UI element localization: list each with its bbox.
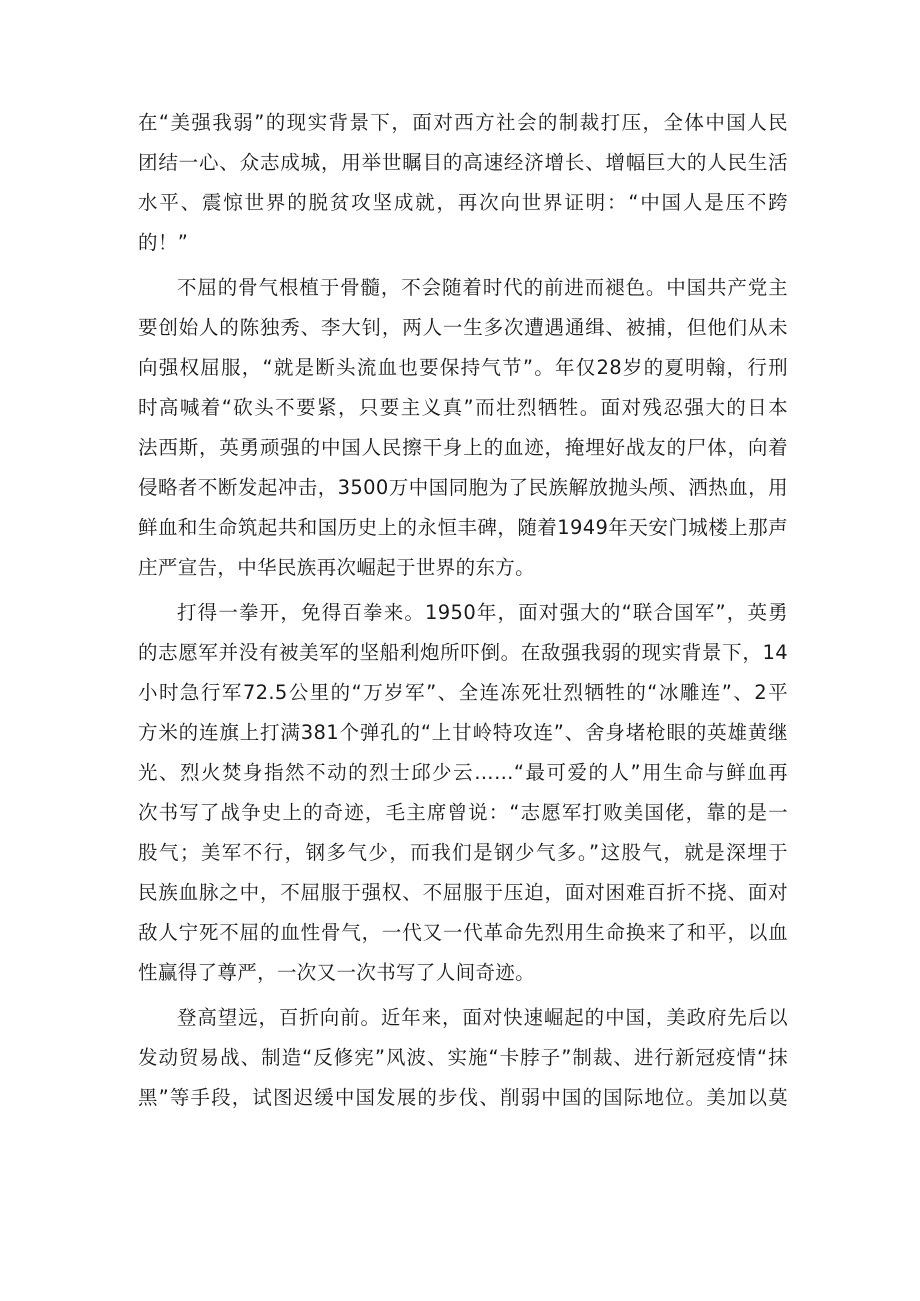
paragraph-4 [138, 998, 788, 1118]
document-body [138, 103, 788, 1118]
text-line: 要创始人的陈独秀、李大钊，两人一生多次遭遇通缉、被捕，但他们从未 [138, 316, 788, 339]
text-line: 方米的连旗上打满381个弹孔的“上甘岭特攻连”、舍身堵枪眼的英雄黄继 [138, 721, 788, 744]
text-line: 发动贸易战、制造“反修宪”风波、实施“卡脖子”制裁、进行新冠疫情“抹 [138, 1046, 788, 1069]
paragraph-3 [138, 593, 788, 993]
text-line: 打得一拳开，免得百拳来。1950年，面对强大的“联合国军”，英勇 [177, 601, 788, 624]
paragraph-1 [138, 103, 788, 263]
text-line: 不屈的骨气根植于骨髓，不会随着时代的前进而褪色。中国共产党主 [177, 276, 788, 299]
text-line: 登高望远，百折向前。近年来，面对快速崛起的中国，美政府先后以 [177, 1006, 788, 1029]
text-line: 小时急行军72.5公里的“万岁军”、全连冻死壮烈牺牲的“冰雕连”、2平 [138, 681, 788, 704]
text-line: 的！” [138, 231, 189, 254]
text-line: 侵略者不断发起冲击，3500万中国同胞为了民族解放抛头颅、洒热血，用 [138, 476, 788, 499]
text-line: 敌人宁死不屈的血性骨气，一代又一代革命先烈用生命换来了和平，以血 [138, 921, 788, 944]
text-line: 性赢得了尊严，一次又一次书写了人间奇迹。 [138, 961, 536, 984]
text-line: 团结一心、众志成城，用举世瞩目的高速经济增长、增幅巨大的人民生活 [138, 151, 788, 174]
text-line: 在“美强我弱”的现实背景下，面对西方社会的制裁打压，全体中国人民 [138, 111, 788, 134]
text-line: 次书写了战争史上的奇迹，毛主席曾说：“志愿军打败美国佬，靠的是一 [138, 801, 788, 824]
text-line: 股气；美军不行，钢多气少，而我们是钢少气多。”这股气，就是深埋于 [138, 841, 788, 864]
text-line: 光、烈火焚身指然不动的烈士邱少云……“最可爱的人”用生命与鲜血再 [138, 761, 788, 784]
text-line: 向强权屈服，“就是断头流血也要保持气节”。年仅28岁的夏明翰，行刑 [138, 356, 788, 379]
paragraph-2 [138, 268, 788, 588]
text-line: 庄严宣告，中华民族再次崛起于世界的东方。 [138, 556, 536, 579]
text-line: 水平、震惊世界的脱贫攻坚成就，再次向世界证明：“中国人是压不跨 [138, 191, 788, 214]
text-line: 鲜血和生命筑起共和国历史上的永恒丰碑，随着1949年天安门城楼上那声 [138, 516, 788, 539]
text-line: 法西斯，英勇顽强的中国人民擦干身上的血迹，掩埋好战友的尸体，向着 [138, 436, 788, 459]
text-line: 的志愿军并没有被美军的坚船利炮所吓倒。在敌强我弱的现实背景下，14 [138, 641, 788, 664]
text-line: 黑”等手段，试图迟缓中国发展的步伐、削弱中国的国际地位。美加以莫 [138, 1086, 788, 1109]
text-line: 民族血脉之中，不屈服于强权、不屈服于压迫，面对困难百折不挠、面对 [138, 881, 788, 904]
text-line: 时高喊着“砍头不要紧，只要主义真”而壮烈牺牲。面对残忍强大的日本 [138, 396, 788, 419]
